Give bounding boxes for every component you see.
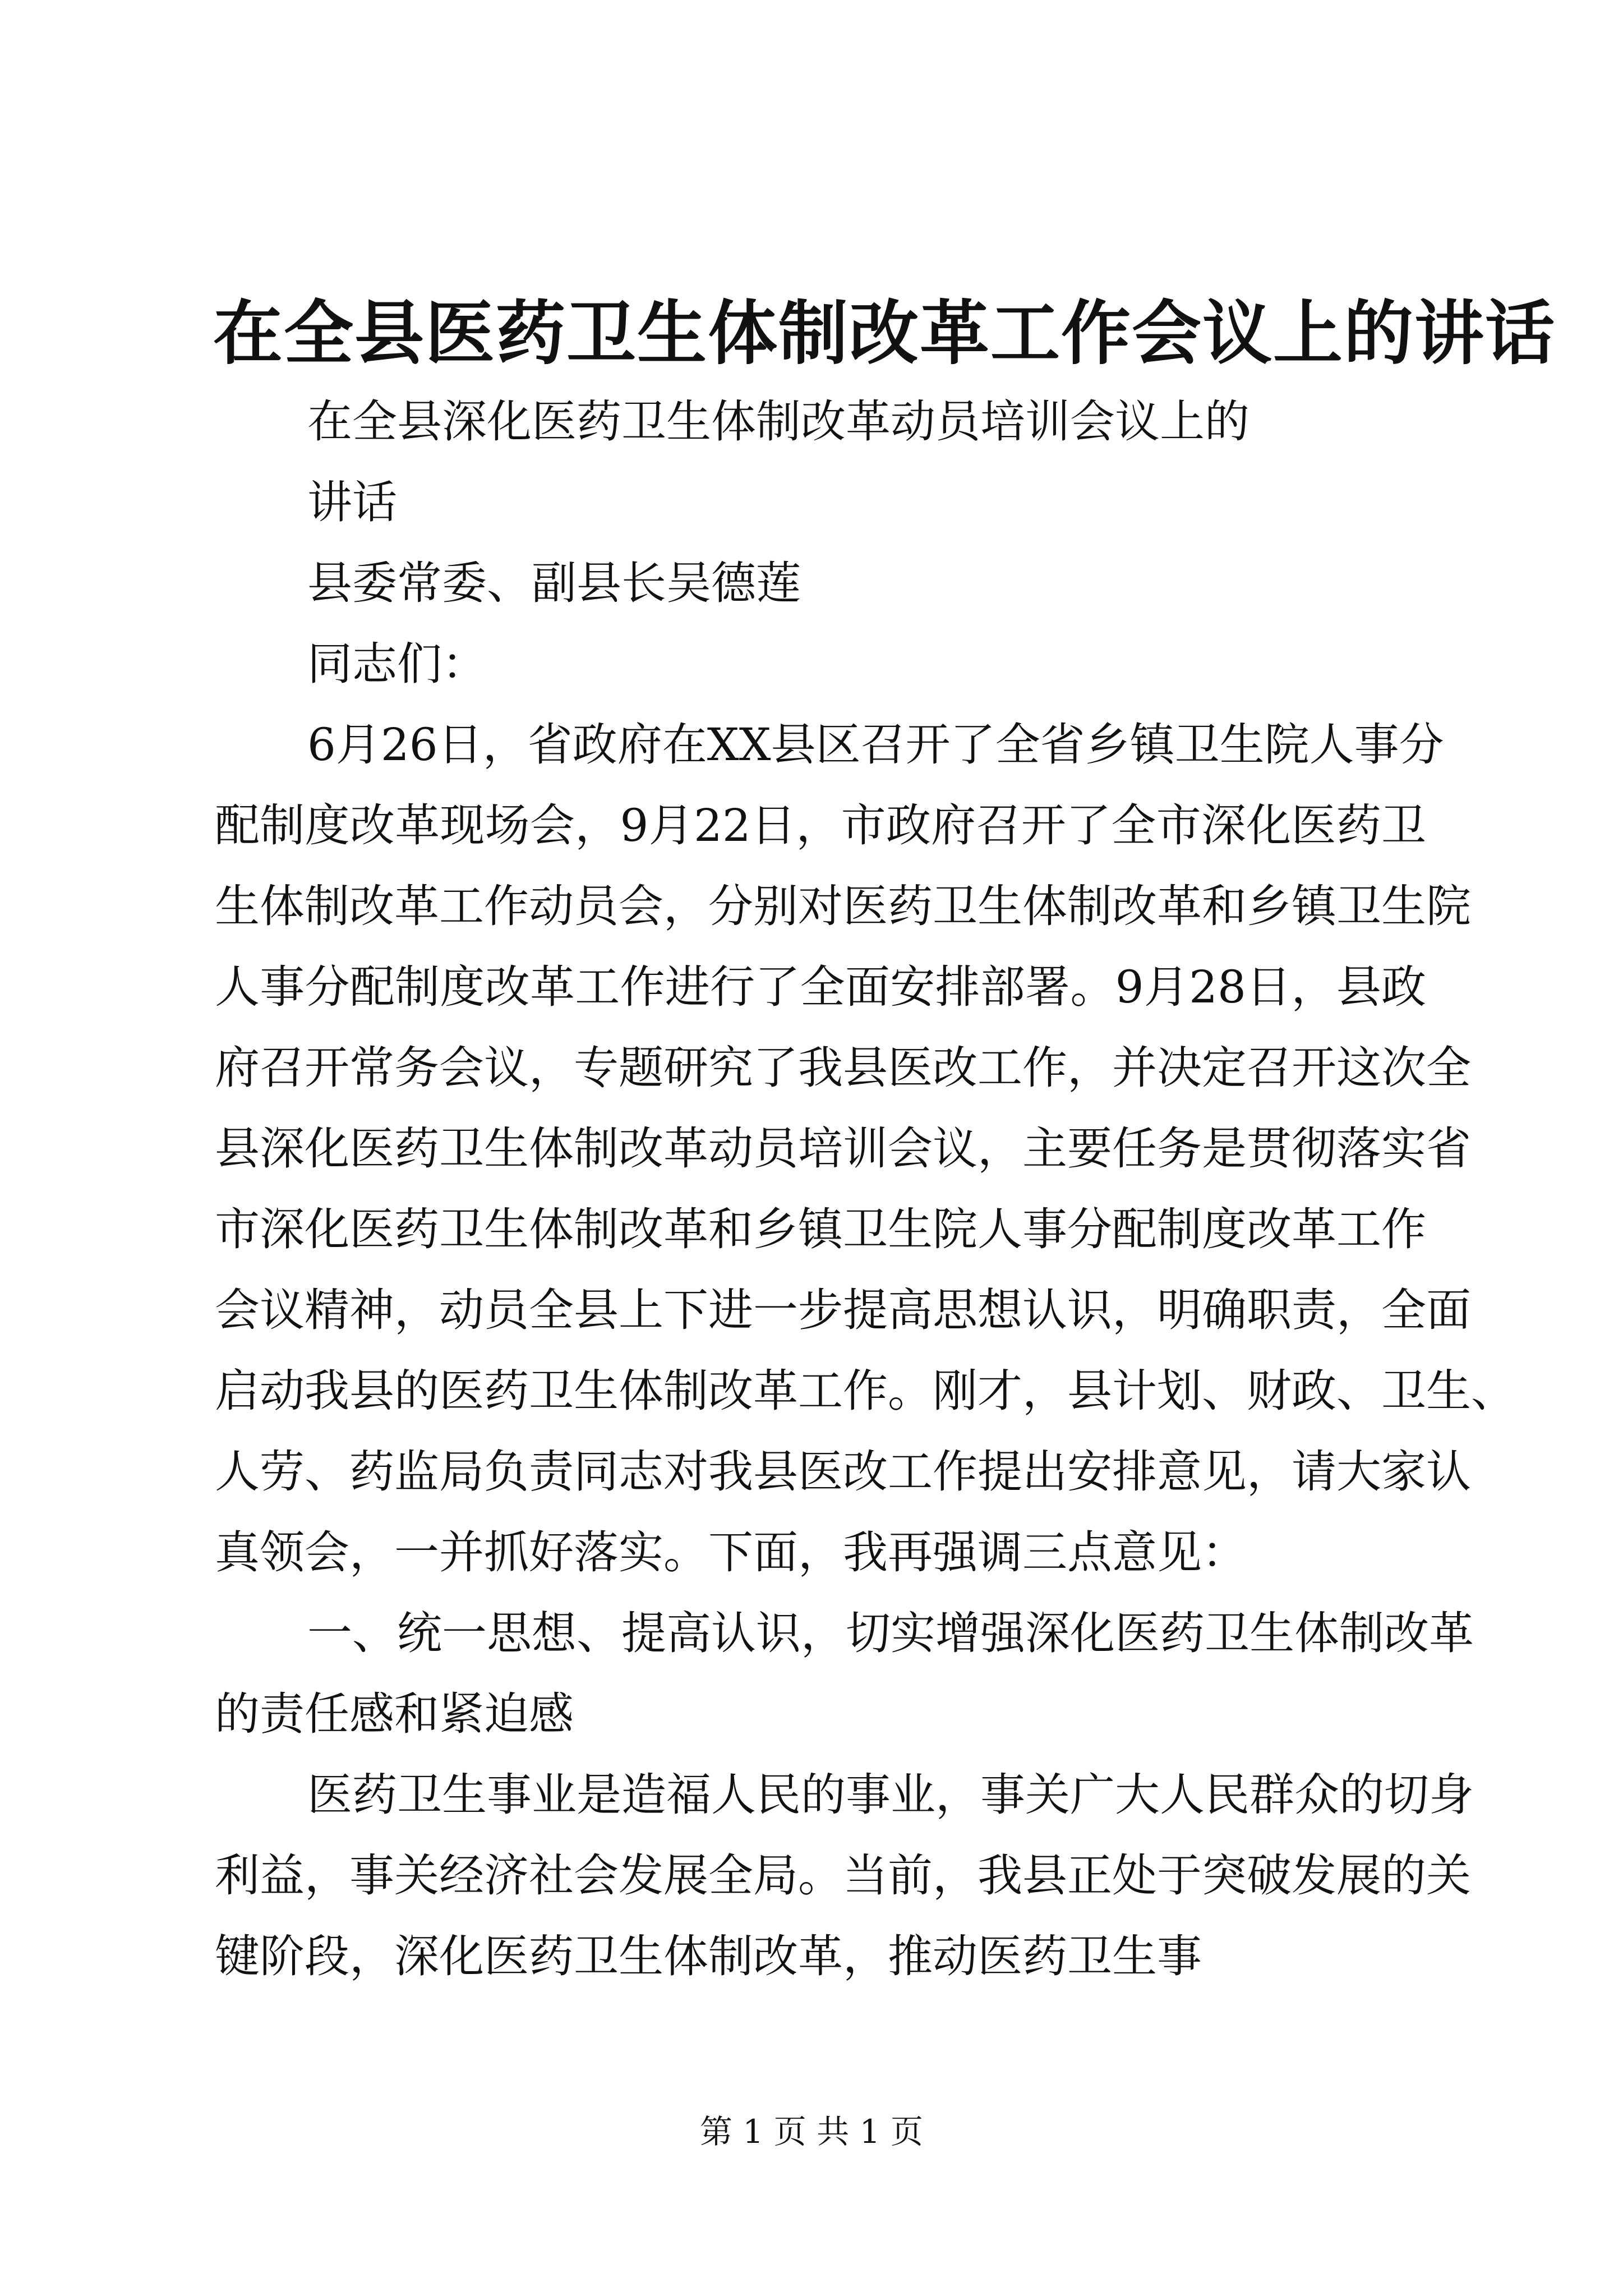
- body-line: 县深化医药卫生体制改革动员培训会议，主要任务是贯彻落实省: [215, 1122, 1471, 1175]
- body-line: 键阶段，深化医药卫生体制改革，推动医药卫生事: [215, 1930, 1202, 1982]
- body-line: 同志们：: [307, 638, 487, 690]
- body-line: 利益，事关经济社会发展全局。当前，我县正处于突破发展的关: [215, 1849, 1471, 1902]
- body-line: 的责任感和紧迫感: [215, 1688, 574, 1740]
- body-line: 讲话: [307, 476, 397, 528]
- document-body: [215, 381, 1516, 1997]
- page-footer: 第 1 页 共 1 页: [700, 2113, 923, 2151]
- body-line: 一、统一思想、提高认识，切实增强深化医药卫生体制改革: [307, 1607, 1474, 1659]
- body-line: 县委常委、副县长吴德莲: [307, 557, 801, 609]
- body-line: 6月26日，省政府在XX县区召开了全省乡镇卫生院人事分: [307, 719, 1444, 771]
- document-title: 在全县医药卫生体制改革工作会议上的讲话: [213, 293, 1556, 374]
- body-line: 会议精神，动员全县上下进一步提高思想认识，明确职责，全面: [215, 1284, 1471, 1336]
- body-line: 生体制改革工作动员会，分别对医药卫生体制改革和乡镇卫生院: [215, 880, 1471, 932]
- body-line: 人劳、药监局负责同志对我县医改工作提出安排意见，请大家认: [215, 1446, 1471, 1498]
- body-line: 府召开常务会议，专题研究了我县医改工作，并决定召开这次全: [215, 1042, 1471, 1094]
- body-line: 医药卫生事业是造福人民的事业，事关广大人民群众的切身: [307, 1769, 1474, 1821]
- body-line: 真领会，一并抓好落实。下面，我再强调三点意见：: [215, 1526, 1247, 1579]
- body-line: 配制度改革现场会，9月22日，市政府召开了全市深化医药卫: [215, 799, 1426, 852]
- body-line: 启动我县的医药卫生体制改革工作。刚才，县计划、财政、卫生、: [215, 1365, 1516, 1417]
- body-line: 市深化医药卫生体制改革和乡镇卫生院人事分配制度改革工作: [215, 1203, 1426, 1255]
- body-line: 人事分配制度改革工作进行了全面安排部署。9月28日，县政: [215, 961, 1426, 1013]
- body-line: 在全县深化医药卫生体制改革动员培训会议上的: [307, 395, 1249, 448]
